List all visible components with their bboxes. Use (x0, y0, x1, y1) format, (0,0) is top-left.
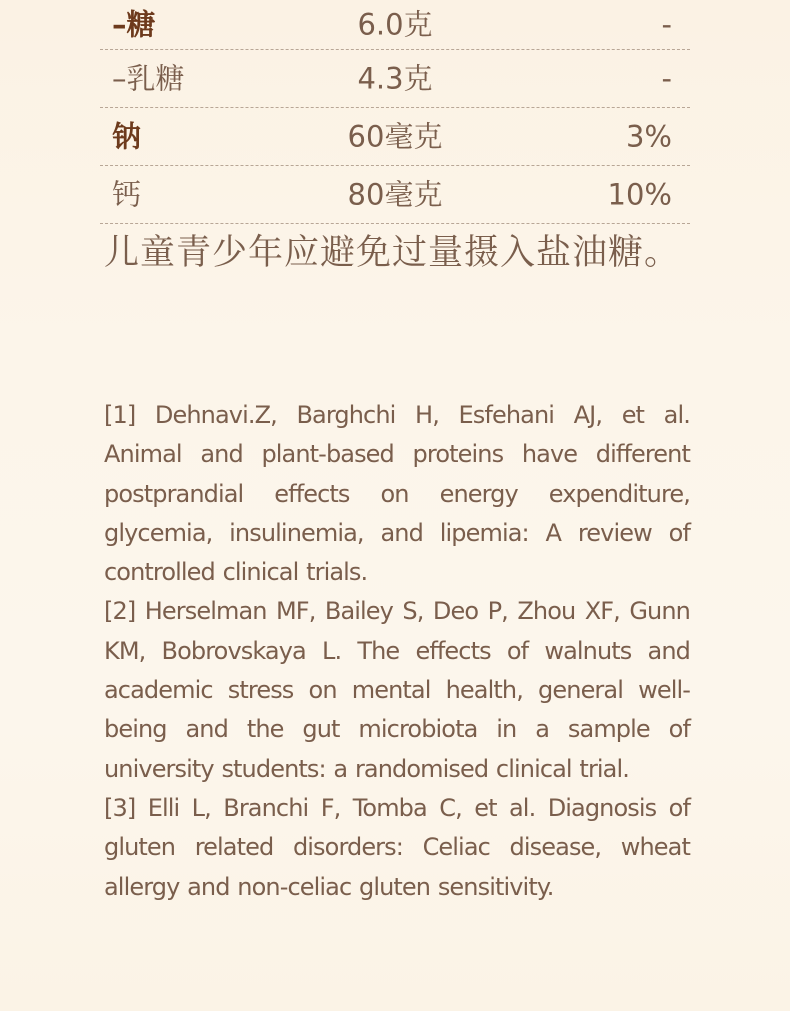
nutrition-row-lactose (100, 50, 690, 108)
nutrient-name: –糖 (112, 7, 156, 41)
nutrient-name: 钠 (112, 119, 142, 153)
references-list (104, 396, 690, 907)
nutrition-table (100, 0, 690, 224)
reference-item: [2] Herselman MF, Bailey S, Deo P, Zhou XF, Gunn KM, Bobrovskaya L. The effects of walnuts and academic stress on mental health, general well-being and the gut microbiota in a sample of university students: a randomised clinical trial. (104, 597, 690, 783)
nutrient-amount: 4.3克 (357, 61, 433, 95)
nutrition-row-sodium (100, 108, 690, 166)
health-notice: 儿童青少年应避免过量摄入盐油糖。 (104, 233, 681, 273)
nutrition-row-calcium (100, 166, 690, 224)
nutrition-row-sugar (100, 0, 690, 50)
reference-item: [1] Dehnavi.Z, Barghchi H, Esfehani AJ, et al. Animal and plant-based proteins have different postprandial effects on energy expenditure, glycemia, insulinemia, and lipemia: A review of controlled clinical trials. (104, 401, 690, 587)
reference-item: [3] Elli L, Branchi F, Tomba C, et al. Diagnosis of gluten related disorders: Celiac disease, wheat allergy and non-celiac gluten sensitivity. (104, 793, 690, 901)
nutrient-percent: - (661, 61, 672, 95)
nutrient-name: –乳糖 (112, 61, 185, 95)
nutrient-amount: 80毫克 (347, 177, 443, 211)
nutrient-percent: 10% (607, 177, 672, 211)
nutrient-name: 钙 (112, 177, 142, 211)
nutrient-percent: 3% (625, 119, 672, 153)
nutrient-amount: 6.0克 (357, 7, 433, 41)
nutrient-percent: - (661, 7, 672, 41)
nutrient-amount: 60毫克 (347, 119, 443, 153)
